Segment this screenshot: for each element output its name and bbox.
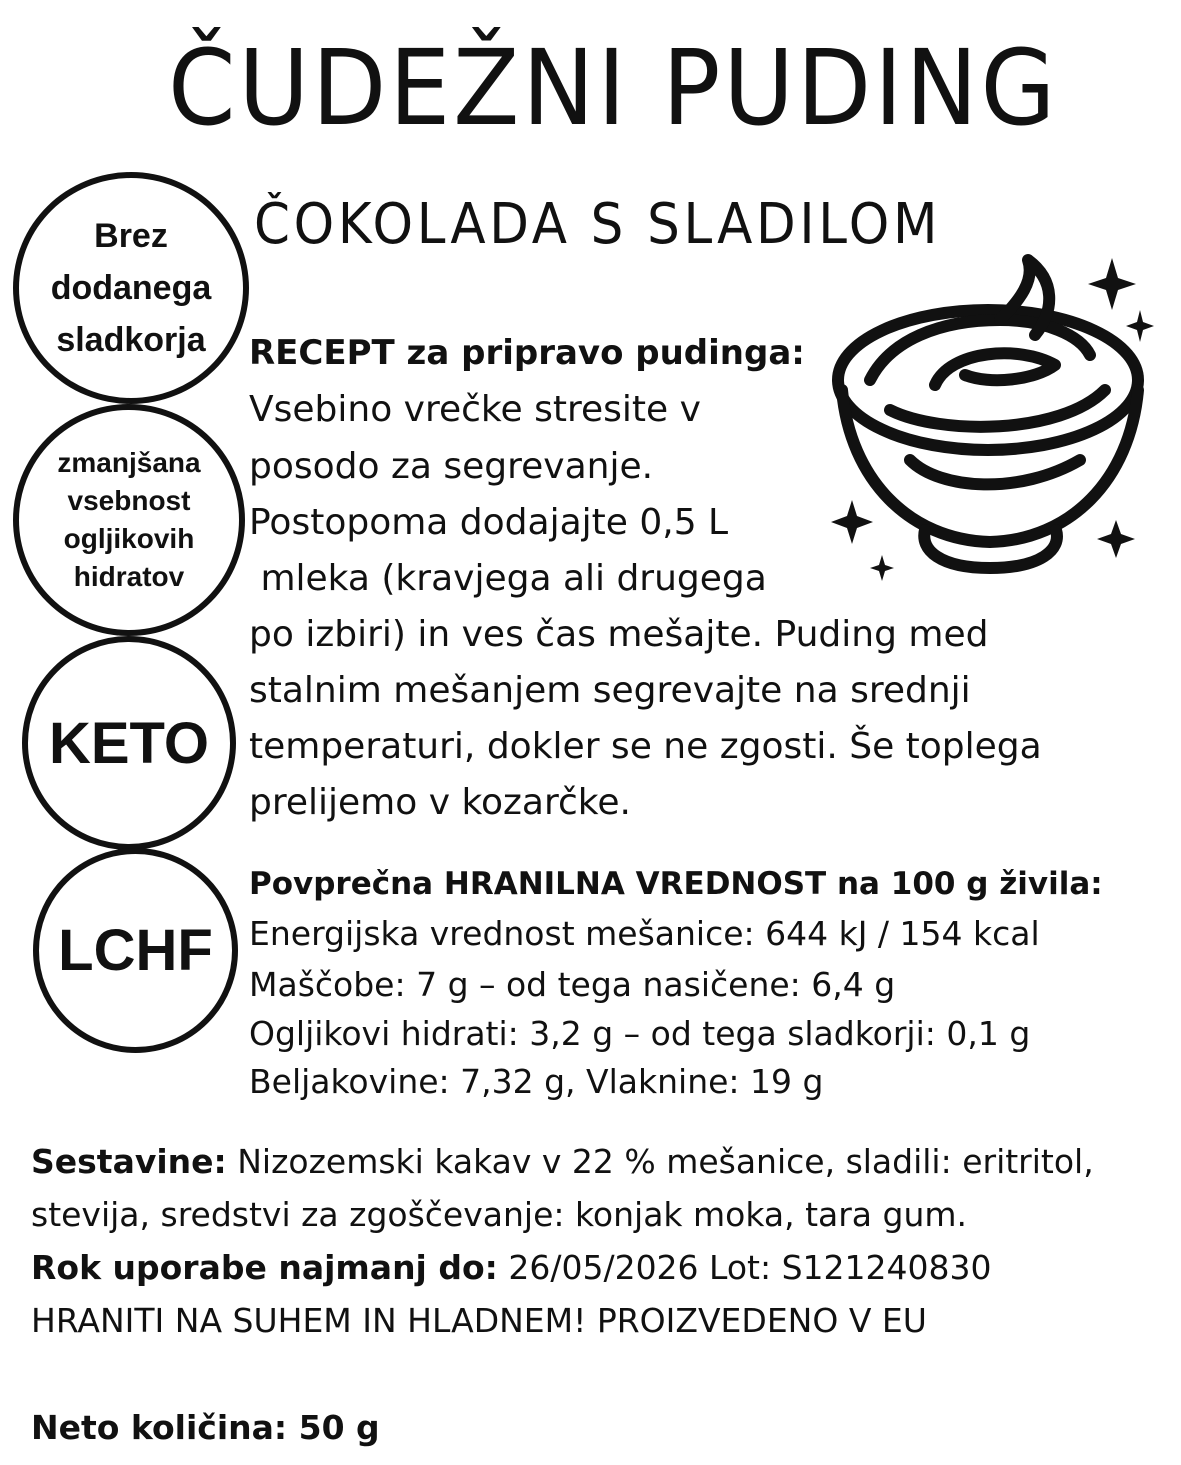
recipe-line: Postopoma dodajajte 0,5 L — [249, 502, 729, 543]
badge-line: ogljikovih — [63, 523, 195, 554]
recipe-line: po izbiri) in ves čas mešajte. Puding med — [249, 614, 989, 655]
recipe-line: stalnim mešanjem segrevajte na srednji — [249, 670, 971, 711]
recipe-line: Vsebino vrečke stresite v — [249, 389, 701, 430]
badge-line: hidratov — [73, 561, 185, 592]
recipe-line: posodo za segrevanje. — [249, 446, 654, 487]
recipe-line: mleka (kravjega ali drugega — [249, 558, 767, 599]
badge-line: Brez — [94, 217, 168, 255]
product-title: ČUDEŽNI PUDING — [168, 27, 1059, 149]
recipe-line: temperaturi, dokler se ne zgosti. Še toplega — [249, 726, 1042, 767]
recipe-heading: RECEPT za pripravo pudinga: — [249, 333, 805, 373]
badge-line: zmanjšana — [57, 447, 201, 478]
expiry-value: 26/05/2026 Lot: S121240830 — [497, 1248, 992, 1287]
nutrition-line: Beljakovine: 7,32 g, Vlaknine: 19 g — [249, 1062, 824, 1101]
storage-line: HRANITI NA SUHEM IN HLADNEM! PROIZVEDENO V EU — [31, 1301, 927, 1340]
nutrition-line: Ogljikovi hidrati: 3,2 g – od tega sladkorji: 0,1 g — [249, 1014, 1031, 1053]
nutrition-line: Energijska vrednost mešanice: 644 kJ / 154 kcal — [249, 914, 1040, 953]
badge-label: KETO — [48, 710, 210, 776]
product-subtitle: ČOKOLADA S SLADILOM — [254, 192, 942, 257]
expiry-line — [31, 1245, 992, 1291]
ingredients-label: Sestavine: — [31, 1142, 227, 1181]
badge-no-added-sugar — [13, 172, 249, 404]
badge-lchf — [33, 848, 238, 1053]
expiry-label: Rok uporabe najmanj do: — [31, 1248, 498, 1287]
ingredients-text: Nizozemski kakav v 22 % mešanice, sladili: eritritol, — [226, 1142, 1094, 1181]
badge-line: vsebnost — [67, 485, 191, 516]
nutrition-line: Maščobe: 7 g – od tega nasičene: 6,4 g — [249, 965, 896, 1004]
nutrition-heading: Povprečna HRANILNA VREDNOST na 100 g živila: — [249, 866, 1103, 902]
badge-reduced-carbs — [13, 404, 245, 636]
pudding-bowl-icon — [830, 250, 1160, 590]
badge-line: dodanega — [50, 269, 212, 307]
ingredients-line — [31, 1139, 1094, 1185]
badge-label: LCHF — [58, 918, 213, 983]
ingredients-line: stevija, sredstvi za zgoščevanje: konjak moka, tara gum. — [31, 1195, 968, 1234]
badge-line: sladkorja — [56, 321, 206, 359]
recipe-line: prelijemo v kozarčke. — [249, 782, 631, 823]
net-quantity: Neto količina: 50 g — [31, 1408, 380, 1447]
badge-keto — [22, 636, 236, 850]
